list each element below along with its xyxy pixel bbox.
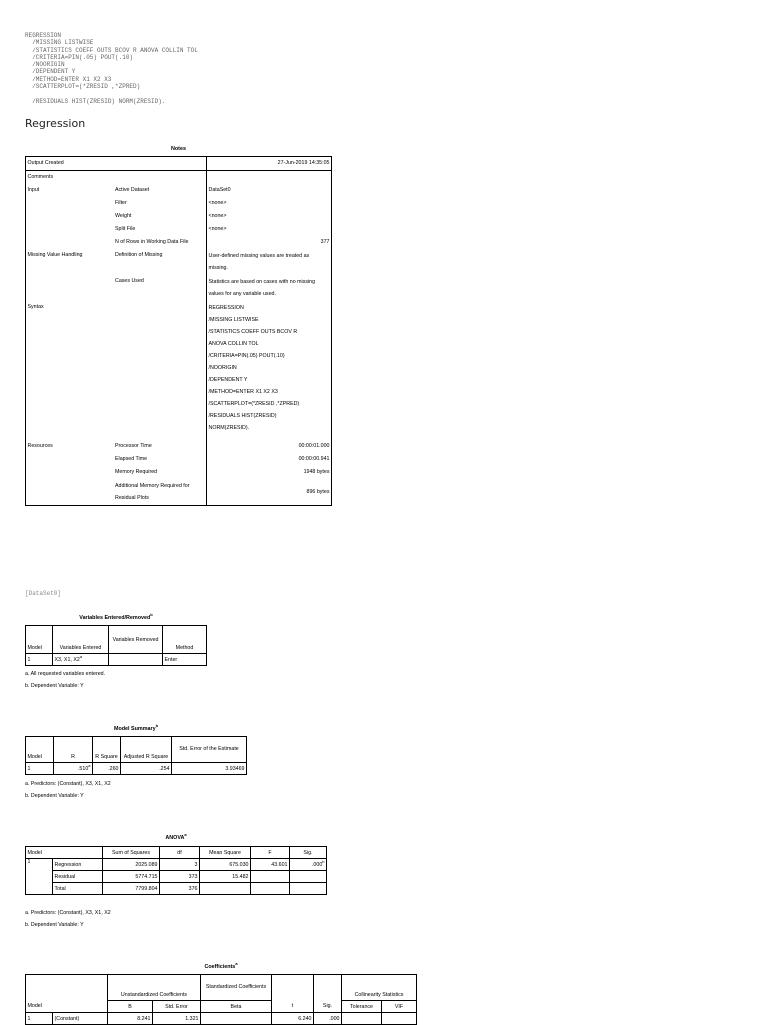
syntax-block: REGRESSION /MISSING LISTWISE /STATISTICS COEFF OUTS BCOV R ANOVA COLLIN TOL /CRITERIA=PIN(.05) POUT(.10) /NOORIGIN /DEPENDENT Y /METHOD=ENTER X1 X2 X3 /SCATTERPLOT=(*ZRESID ,*ZPRED) /RESIDUALS HIST(ZRESID) NORM(ZRESID). [25, 32, 198, 105]
header-mean-square: Mean Square [200, 847, 251, 859]
active-dataset-label: Active Dataset [115, 187, 150, 193]
footnote: a. All requested variables entered. [25, 671, 106, 677]
syntax-line: ANOVA COLLIN TOL [208, 341, 259, 347]
mean-square: 675.030 [200, 859, 251, 871]
f-value [251, 883, 290, 895]
footnote: a. Predictors: (Constant), X3, X1, X2 [25, 910, 111, 916]
variables-entered-footnotes [25, 668, 105, 692]
header-df: df [160, 847, 200, 859]
df-value: 376 [160, 883, 200, 895]
row-label: Total [53, 883, 103, 895]
model-number: 1 [26, 654, 53, 666]
b-value: 8.241 [108, 1013, 153, 1025]
header-sig: Sig. [314, 1001, 342, 1013]
notes-caption: Notes [171, 146, 186, 152]
sig-value: .000 [314, 1013, 342, 1025]
footnote: b. Dependent Variable: Y [25, 683, 84, 689]
r-value: .510$^a$ [54, 763, 93, 775]
section-title: Regression [25, 117, 86, 130]
sum-of-squares: 5774.715 [103, 871, 160, 883]
df-value: 3 [160, 859, 200, 871]
split-file-label: Split File [115, 226, 136, 232]
header-model: Model [26, 1001, 108, 1013]
syntax-label: Syntax [27, 304, 44, 310]
anova-caption: ANOVA$^a$ [165, 832, 187, 841]
beta-value [201, 1013, 272, 1025]
f-value [251, 871, 290, 883]
output-created-label: Output Created [26, 157, 114, 171]
definition-missing-value: User-defined missing values are treated as missing. [207, 249, 332, 275]
header-model: Model [26, 626, 53, 654]
memory-required-value: 1948 bytes [207, 466, 332, 479]
header-b: B [108, 1001, 153, 1013]
coefficients-table [25, 974, 417, 1025]
elapsed-time-label: Elapsed Time [115, 456, 148, 462]
definition-missing-label: Definition of Missing [115, 252, 163, 258]
header-variables-entered: Variables Entered [53, 626, 109, 654]
header-method: Method [163, 626, 207, 654]
row-label: Regression [53, 859, 103, 871]
method-cell: Enter [163, 654, 207, 666]
sig-value: .000$^b$ [290, 859, 327, 871]
n-rows-value: 377 [207, 236, 332, 249]
footnote: b. Dependent Variable: Y [25, 922, 84, 928]
notes-table [25, 156, 332, 506]
r-square-value: .260 [93, 763, 121, 775]
split-file-value: <none> [207, 223, 332, 236]
mean-square [200, 883, 251, 895]
syntax-line: NORM(ZRESID). [208, 425, 250, 431]
model-summary-footnotes [25, 778, 111, 802]
header-standardized: Standardized Coefficients [201, 975, 272, 1001]
syntax-line: /RESIDUALS HIST(ZRESID) [208, 413, 277, 419]
syntax-line: REGRESSION [208, 305, 244, 311]
processor-time-label: Processor Time [115, 443, 152, 449]
header-sig: Sig. [290, 847, 327, 859]
syntax-line: /NOORIGIN [208, 365, 237, 371]
header-model: Model [26, 737, 54, 763]
model-summary-table [25, 736, 247, 775]
sig-value [290, 883, 327, 895]
header-f: F [251, 847, 290, 859]
weight-value: <none> [207, 210, 332, 223]
std-error-value: 1.321 [153, 1013, 201, 1025]
header-model: Model [26, 847, 103, 859]
syntax-value [207, 301, 332, 440]
model-number: 1 [26, 859, 53, 895]
header-r: R [54, 737, 93, 763]
dataset-tag: [DataSet0] [25, 590, 62, 597]
header-std-error: Std. Error of the Estimate [172, 737, 247, 763]
n-rows-label: N of Rows in Working Data File [115, 239, 189, 245]
anova-footnotes [25, 907, 111, 931]
syntax-line: /DEPENDENT Y [208, 377, 248, 383]
variables-entered-table [25, 625, 207, 666]
syntax-line: /SCATTERPLOT=(*ZRESID ,*ZPRED) [208, 401, 300, 407]
variables-entered-caption: Variables Entered/Removed$^b$ [79, 612, 153, 621]
comments-label: Comments [27, 174, 54, 180]
header-vif: VIF [382, 1001, 417, 1013]
coefficients-caption: Coefficients$^a$ [204, 961, 238, 970]
variables-removed-cell [109, 654, 163, 666]
active-dataset-value: DataSet0 [207, 184, 332, 197]
header-sum-of-squares: Sum of Squares [103, 847, 160, 859]
missing-handling-label: Missing Value Handling [27, 252, 83, 258]
elapsed-time-value: 00:00:00.941 [207, 453, 332, 466]
memory-required-label: Memory Required [115, 469, 158, 475]
variables-entered-cell: X3, X1, X2$^a$ [53, 654, 109, 666]
header-tolerance: Tolerance [342, 1001, 382, 1013]
header-r-square: R Square [93, 737, 121, 763]
syntax-line: /METHOD=ENTER X1 X2 X3 [208, 389, 278, 395]
f-value: 43.601 [251, 859, 290, 871]
model-number: 1 [26, 763, 54, 775]
filter-label: Filter [115, 200, 127, 206]
row-label: (Constant) [53, 1013, 108, 1025]
model-summary-caption: Model Summary$^b$ [113, 723, 159, 732]
syntax-line: /STATISTICS COEFF OUTS BCOV R [208, 329, 298, 335]
footnote: b. Dependent Variable: Y [25, 793, 84, 799]
std-error-value: 3.93469 [172, 763, 247, 775]
filter-value: <none> [207, 197, 332, 210]
df-value: 373 [160, 871, 200, 883]
syntax-line: /CRITERIA=PIN(.05) POUT(.10) [208, 353, 285, 359]
adjusted-r-square-value: .254 [121, 763, 172, 775]
cases-used-value: Statistics are based on cases with no missing values for any variable used. [207, 275, 332, 301]
header-collinearity: Collinearity Statistics [342, 975, 417, 1001]
additional-memory-value: 896 bytes [207, 479, 332, 506]
header-std-error: Std. Error [153, 1001, 201, 1013]
model-number: 1 [26, 1013, 53, 1025]
sig-value [290, 871, 327, 883]
weight-label: Weight [115, 213, 132, 219]
header-variables-removed: Variables Removed [109, 626, 163, 654]
syntax-line: /MISSING LISTWISE [208, 317, 259, 323]
header-t: t [272, 1001, 314, 1013]
mean-square: 15.482 [200, 871, 251, 883]
sum-of-squares: 2025.089 [103, 859, 160, 871]
sum-of-squares: 7799.804 [103, 883, 160, 895]
header-adjusted-r-square: Adjusted R Square [121, 737, 172, 763]
header-unstandardized: Unstandardized Coefficients [108, 975, 201, 1001]
footnote: a. Predictors: (Constant), X3, X1, X2 [25, 781, 111, 787]
resources-label: Resources [27, 443, 53, 449]
row-label: Residual [53, 871, 103, 883]
input-label: Input [27, 187, 40, 193]
cases-used-label: Cases Used [115, 278, 144, 284]
t-value: 6.240 [272, 1013, 314, 1025]
header-beta: Beta [201, 1001, 272, 1013]
processor-time-value: 00:00:01.000 [207, 440, 332, 453]
anova-table [25, 846, 327, 895]
output-created-value: 27-Jun-2019 14:35:05 [207, 157, 332, 171]
additional-memory-label: Additional Memory Required for Residual Plots [115, 483, 190, 501]
